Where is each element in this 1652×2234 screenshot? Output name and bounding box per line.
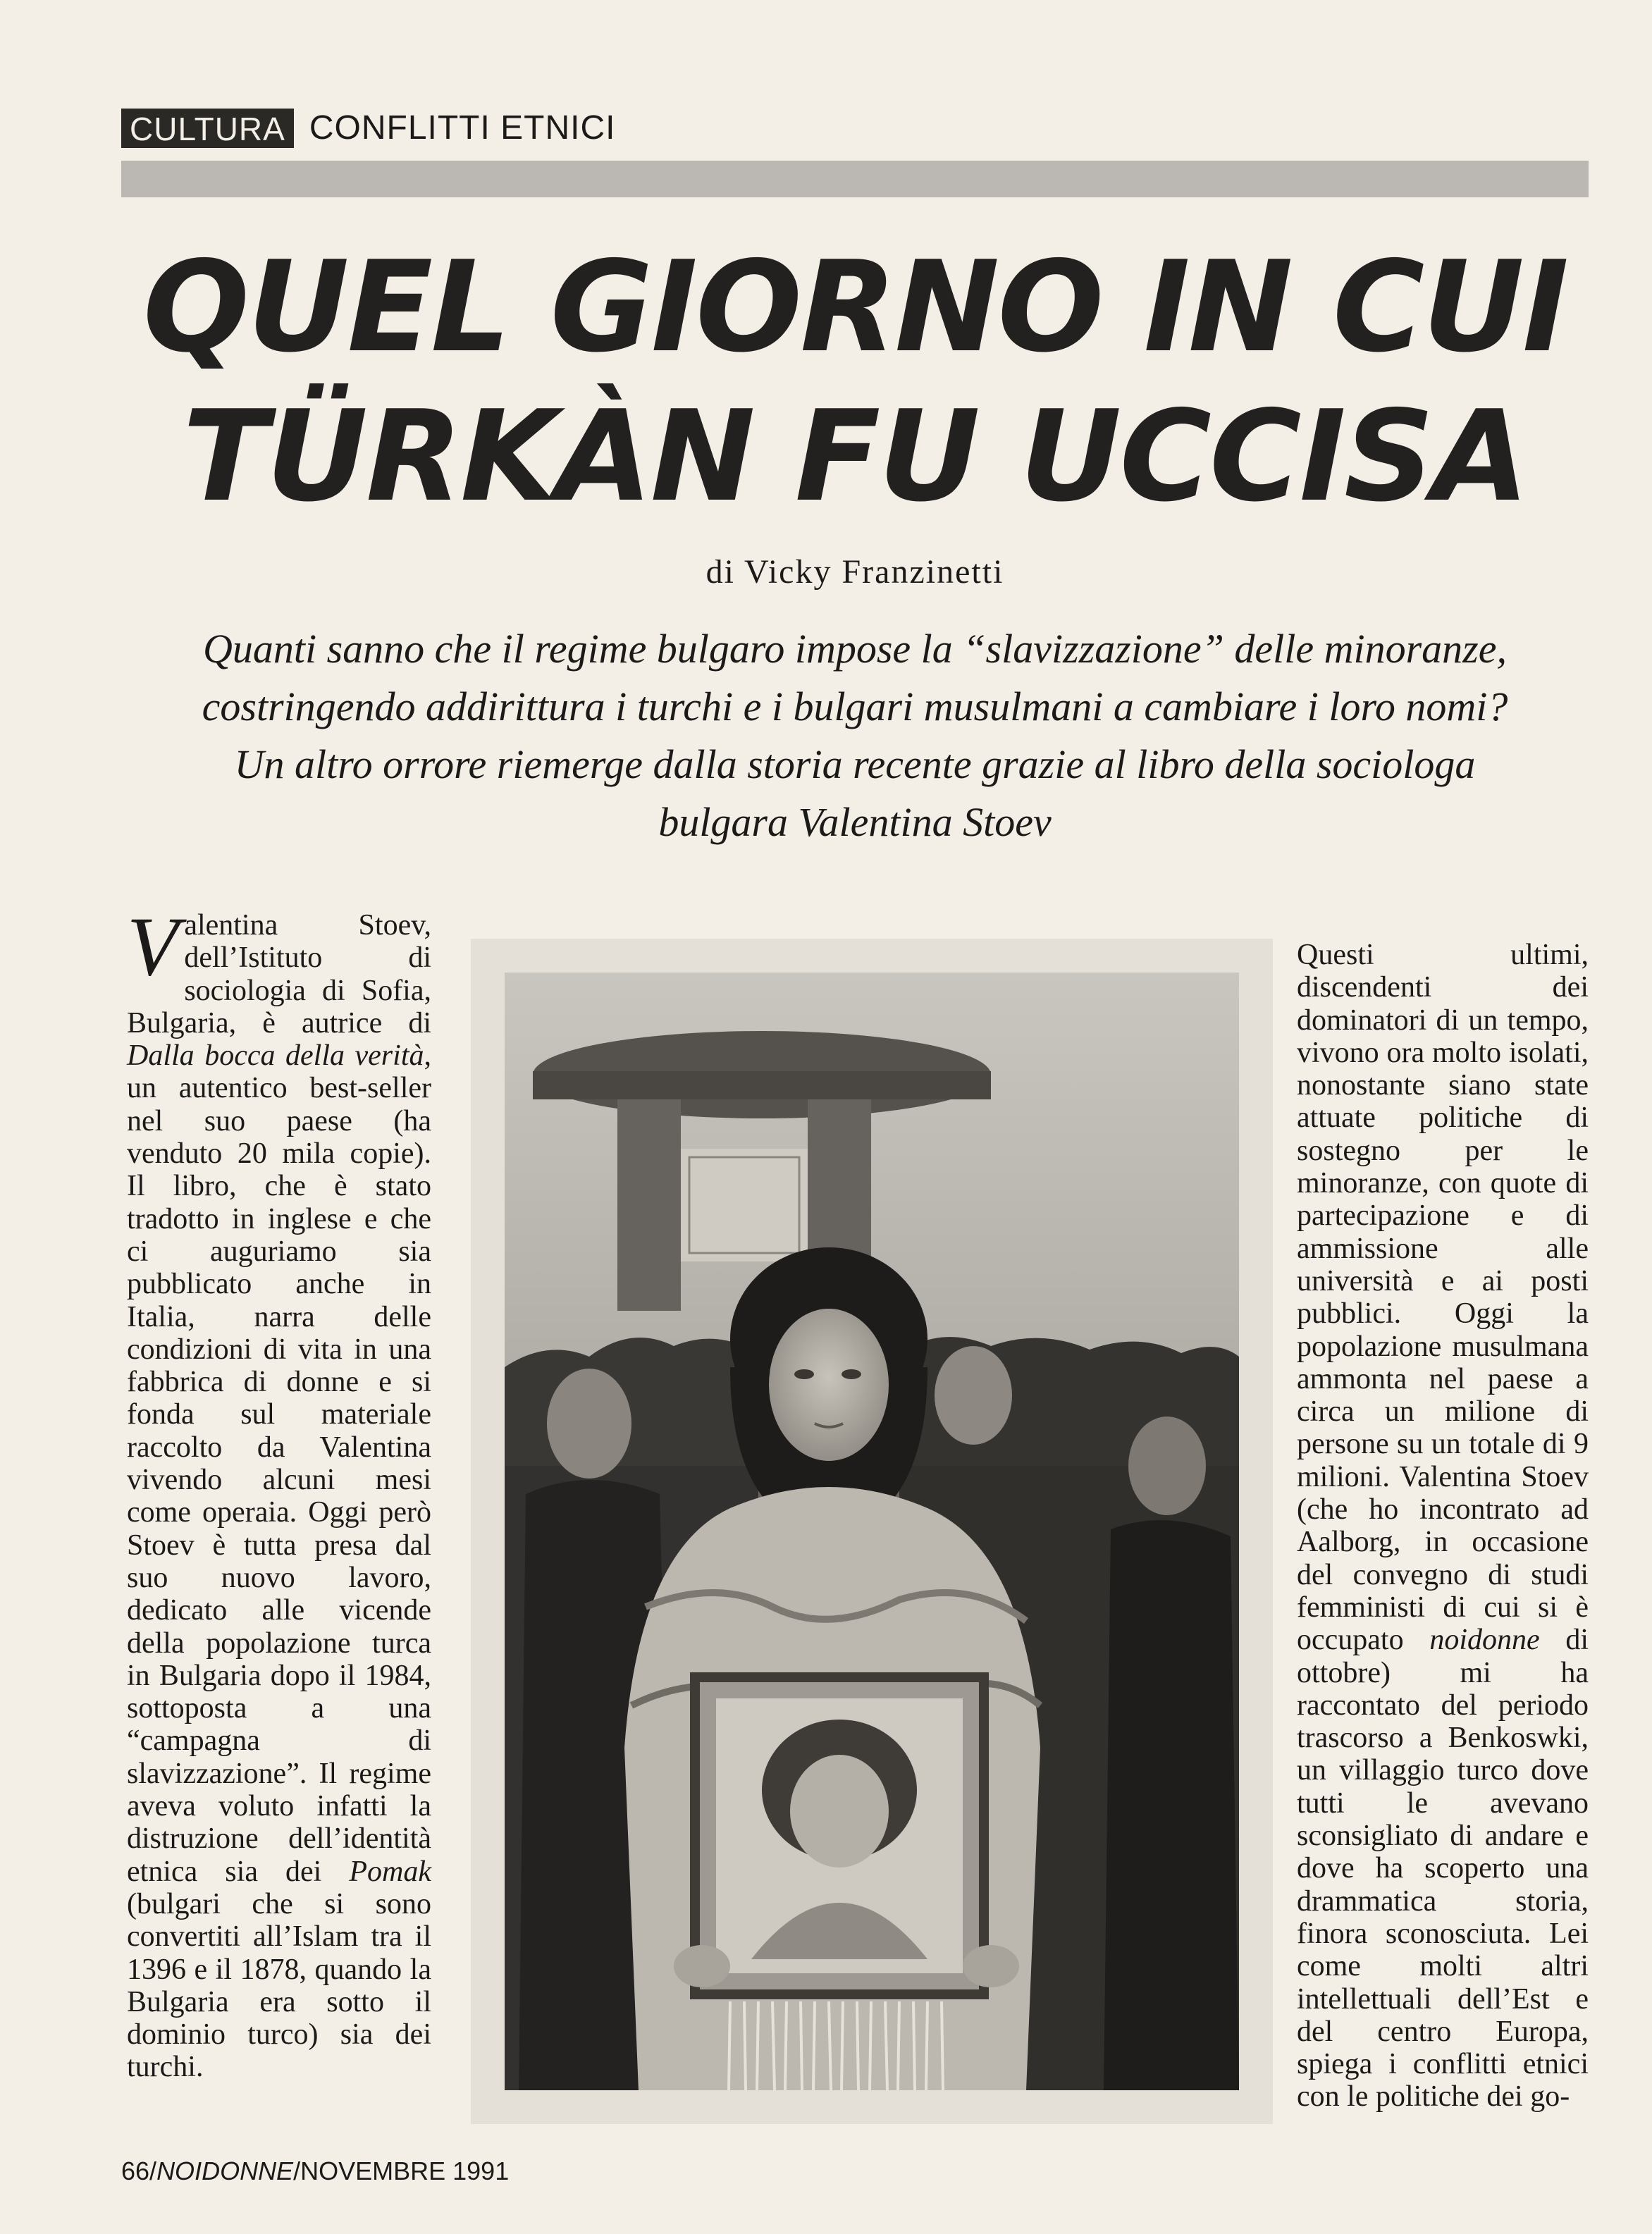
issue-date: NOVEMBRE 1991 (300, 2156, 510, 2185)
section-header (121, 107, 616, 149)
page-number: 66 (121, 2156, 150, 2185)
protest-photo (505, 973, 1239, 2090)
subsection-label: CONFLITTI ETNICI (309, 109, 616, 147)
pomak-term: Pomak (349, 1855, 431, 1888)
page-footer: 66/NOIDONNE/NOVEMBRE 1991 (121, 2156, 510, 2185)
section-tag: CULTURA (121, 109, 294, 148)
col2-text-a: Questi ultimi, discendenti dei dominatori di un tempo, vivono ora molto isolati, nonostante siano state attuate politiche di sostegno per le minoranze, con quote di partecipazione e di ammissione alle università e ai posti pubblici. Oggi la popolazione musulmana ammonta nel paese a circa un milione di persone su un totale di 9 milioni. Valentina Stoev (che ho incontrato ad Aalborg, in occasione del convegno di studi femministi di cui si è occupato (1297, 939, 1589, 1657)
col1-text-a: alentina Stoev, dell’Istituto di sociologia di Sofia, Bulgaria, è autrice di (127, 909, 431, 1039)
drop-cap: V (127, 899, 179, 993)
standfirst: Quanti sanno che il regime bulgaro impose la “slavizzazione” delle minoranze, costringendo addirittura i turchi e i bulgari musulmani a cambiare i loro nomi? Un altro orrore riemerge dalla storia recente grazie al libro della sociologa bulgara Valentina Stoev (202, 626, 1508, 845)
magazine-reference: noidonne (1429, 1624, 1540, 1657)
col2-text-b: di ottobre) mi ha raccontato del periodo trascorso a Benkoswki, un villaggio turco dove tutti le avevano sconsigliato di andare e dove ha scoperto una drammatica storia, finora sconosciuta. Lei come molti altri intellettuali dell’Est e del centro Europa, spiega i conflitti etnici con le politiche dei go- (1297, 1624, 1589, 2113)
header-rule-bar (121, 161, 1589, 197)
title-line-2: TÜRKÀN FU UCCISA (183, 383, 1527, 529)
col1-text-c: (bulgari che si sono convertiti all’Islam tra il 1396 e il 1878, quando la Bulgaria era sotto il dominio turco) sia dei turchi. (127, 1887, 431, 2084)
photo-frame (471, 939, 1273, 2124)
book-title: Dalla bocca della verità (127, 1039, 424, 1073)
magazine-name: NOIDONNE (156, 2156, 294, 2185)
col1-text-b: , un autentico best-seller nel suo paese (ha venduto 20 mila copie). Il libro, che è stato tradotto in inglese e che ci auguriamo sia pubblicato anche in Italia, narra delle condizioni di vita in una fabbrica di donne e si fonda sul materiale raccolto da Valentina vivendo alcuni mesi come operaia. Oggi però Stoev è tutta presa dal suo nuovo lavoro, dedicato alle vicende della popolazione turca in Bulgaria dopo il 1984, sottoposta a una “campagna di slavizzazione”. Il regime aveva voluto infatti la distruzione dell’identità etnica sia dei (127, 1039, 431, 1888)
article-column-2 (1297, 939, 1589, 2113)
title-line-1: QUEL GIORNO IN CUI (142, 234, 1567, 380)
article-title (121, 233, 1589, 531)
article-column-1 (127, 899, 431, 2084)
byline: di Vicky Franzinetti (705, 553, 1004, 591)
